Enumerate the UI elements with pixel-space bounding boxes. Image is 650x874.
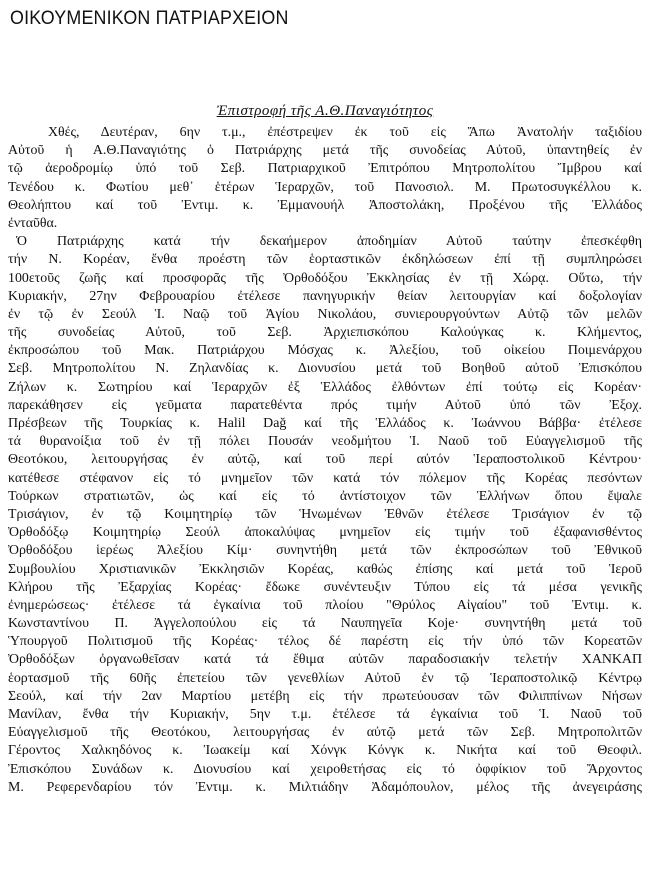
text-line: 100ετοῦς ζωῆς καί προσφορᾶς τῆς Ὀρθοδόξου Ἐκκλησίας ἐν τῇ Χώρᾳ. Οὕτω, τήν bbox=[8, 270, 642, 286]
text-line: Συμβουλίου Χριστιανικῶν Ἐκκλησιῶν Κορέας, καθώς ἐπίσης καί μετά τοῦ Ἱεροῦ bbox=[8, 561, 642, 577]
text-line: Σεούλ, καί τήν 2αν Μαρτίου μετέβη εἰς τήν πρωτεύουσαν τῶν Φιλιππίνων Νήσων bbox=[8, 688, 642, 704]
text-line: Αὐτοῦ ἡ Α.Θ.Παναγιότης ὁ Πατριάρχης μετά τῆς συνοδείας Αὐτοῦ, ὑπαντηθείς ἐν bbox=[8, 143, 642, 159]
text-line: Θεοτόκου, λειτουργήσας ἐν αὐτῷ, καί τοῦ περί αὐτόν Ἱεραποστολικοῦ Κέντρου· bbox=[8, 452, 642, 468]
text-line: Ὀρθοδόξου ἱερέως Ἀλεξίου Κίμ· συνηντήθη μετά τῶν ἐκπροσώπων τοῦ Ἐθνικοῦ bbox=[8, 543, 642, 559]
text-line: παρεκάθησεν εἰς γεῦματα παρατεθέντα πρός τιμήν Αὐτοῦ ὑπό τῶν Ἐξοχ. bbox=[8, 397, 642, 413]
text-line: τῆς συνοδείας Αὐτοῦ, τοῦ Σεβ. Ἀρχιεπισκόπου Καλούγκας κ. Κλήμεντος, bbox=[8, 325, 642, 341]
text-line: τήν Ν. Κορέαν, ἔνθα προέστη τῶν ἑορταστικῶν ἐκδηλώσεων ἐπί τῇ συμπληρώσει bbox=[8, 252, 642, 268]
text-line: τῷ ἀεροδρομίῳ ὑπό τοῦ Σεβ. Πατριαρχικοῦ Ἐπιτρόπου Μητροπολίτου Ἴμβρου καί bbox=[8, 161, 642, 177]
article-body bbox=[8, 124, 642, 797]
article-title: Ἐπιστροφή τῆς Α.Θ.Παναγιότητος bbox=[216, 103, 434, 119]
text-line: Τρισάγιον, ἐν τῷ Κοιμητηρίῳ τῶν Ἡνωμένων Ἐθνῶν ἐτέλεσε Τρισάγιον ἐν τῷ bbox=[8, 506, 642, 522]
text-line: Γέροντος Χαλκηδόνος κ. Ἰωακείμ καί Χόνγκ Κόνγκ κ. Νικήτα καί τοῦ Θεοφιλ. bbox=[8, 743, 642, 759]
text-line: ἑορτασμοῦ τῆς 60ῆς ἐπετείου τῶν γενεθλίων Αὐτοῦ ἐν τῷ Ἱεραποστολικῷ Κέντρῳ bbox=[8, 670, 642, 686]
text-line: Χθές, Δευτέραν, 6ην τ.μ., ἐπέστρεψεν ἐκ τοῦ εἰς Ἄπω Ἀνατολήν ταξιδίου bbox=[48, 125, 642, 140]
text-line: Κωνσταντίνου Π. Ἀγγελοπούλου εἰς τά Ναυπηγεῖα Koje· συνηντήθη μετά τοῦ bbox=[8, 616, 642, 632]
text-line: Κλήρου τῆς Ἐξαρχίας Κορέας· ἔδωκε συνέντευξιν Τύπου εἰς τά μέσα γενικῆς bbox=[8, 579, 642, 595]
text-line: Μ. Ρεφερενδαρίου τόν Ἐντιμ. κ. Μιλτιάδην Ἀδαμόπουλον, μέλος τῆς ἀνεγειράσης bbox=[8, 779, 642, 795]
text-line: Ζήλων κ. Σωτηρίου καί Ἱεραρχῶν ἐξ Ἑλλάδος ἐλθόντων ἐπί τούτῳ εἰς Κορέαν· bbox=[8, 379, 642, 395]
paragraph-2 bbox=[8, 233, 642, 797]
text-line: Τούρκων στρατιωτῶν, ὡς καί εἰς τό ἀντίστοιχον τῶν Ἑλλήνων ὅπου ἔψαλε bbox=[8, 488, 642, 504]
text-line: Ὁ Πατριάρχης κατά τήν δεκαήμερον ἀποδημίαν Αὐτοῦ ταύτην ἐπεσκέφθη bbox=[16, 234, 642, 250]
text-line: ἐν τῷ ἐν Σεούλ Ἱ. Ναῷ τοῦ Ἁγίου Νικολάου, συνιερουργούντων Αὐτῷ τῶν μελῶν bbox=[8, 306, 642, 322]
text-line: Ἐπισκόπου Συνάδων κ. Διονυσίου καί χειροθετήσας εἰς τό ὀφφίκιον τοῦ Ἄρχοντος bbox=[8, 761, 642, 777]
text-line: Τενέδου κ. Φωτίου μεθ᾽ ἑτέρων Ἱεραρχῶν, τοῦ Πανοσιολ. Μ. Πρωτοσυγκέλλου κ. bbox=[8, 179, 642, 195]
document-header: ΟΙΚΟΥΜΕΝΙΚΟΝ ΠΑΤΡΙΑΡΧΕΙΟΝ bbox=[10, 8, 289, 29]
text-line: Μανίλαν, ἔνθα τήν Κυριακήν, 5ην τ.μ. ἐτέλεσε τά ἐγκαίνια τοῦ Ἱ. Ναοῦ τοῦ bbox=[8, 707, 642, 722]
text-line: Ὀρθοδόξων ὀργανωθεῖσαν κατά τά ἔθιμα αὐτῶν παραδοσιακήν τελετήν ΧΑΝΚΑΠ bbox=[8, 652, 642, 668]
text-line: Ὑπουργοῦ Πολιτισμοῦ τῆς Κορέας· τέλος δέ παρέστη εἰς τήν ὑπό τῶν Κορεατῶν bbox=[8, 634, 642, 650]
text-line: τά θυρανοίξια τοῦ ἐν τῇ πόλει Πουσάν νεοδμήτου Ἱ. Ναοῦ τοῦ Εὐαγγελισμοῦ τῆς bbox=[8, 434, 642, 450]
text-line: ἐνταῦθα. bbox=[8, 215, 58, 231]
text-line: Ὀρθοδόξῳ Κοιμητηρίῳ Σεούλ ἀποκαλύψας μνημεῖον εἰς τιμήν τοῦ ἐξαφανισθέντος bbox=[8, 525, 642, 541]
text-line: ἐνημερώσεως· ἐτέλεσε τά ἐγκαίνια τοῦ πλοίου "Θρύλος Αἰγαίου" τοῦ Ἐντιμ. κ. bbox=[8, 597, 642, 613]
text-line: Θεολήπτου καί τοῦ Ἐντιμ. κ. Ἐμμανουήλ Ἀποστολάκη, Προξένου τῆς Ἑλλάδος bbox=[8, 197, 642, 213]
text-line: Εὐαγγελισμοῦ τῆς Θεοτόκου, λειτουργήσας ἐν αὐτῷ μετά τῶν Σεβ. Μητροπολιτῶν bbox=[8, 725, 642, 741]
text-line: κατέθεσε στέφανον εἰς τό μνημεῖον τῶν κατά τόν πόλεμον τῆς Κορέας πεσόντων bbox=[8, 470, 642, 486]
text-line: Σεβ. Μητροπολίτου Ν. Ζηλανδίας κ. Διονυσίου μετά τοῦ Βοηθοῦ αὐτοῦ Ἐπισκόπου bbox=[8, 361, 642, 377]
text-line: Πρέσβεων τῆς Τουρκίας κ. Halil Dağ καί τῆς Ἑλλάδος κ. Ἰωάννου Βάββα· ἐτέλεσε bbox=[8, 416, 642, 431]
text-line: ἐκπροσώπου τοῦ Μακ. Πατριάρχου Μόσχας κ. Ἀλεξίου, τοῦ οἰκείου Ποιμενάρχου bbox=[8, 343, 642, 359]
paragraph-1 bbox=[8, 124, 642, 233]
text-line: Κυριακήν, 27ην Φεβρουαρίου ἐτέλεσε πανηγυρικήν θείαν λειτουργίαν καί δοξολογίαν bbox=[8, 288, 642, 304]
